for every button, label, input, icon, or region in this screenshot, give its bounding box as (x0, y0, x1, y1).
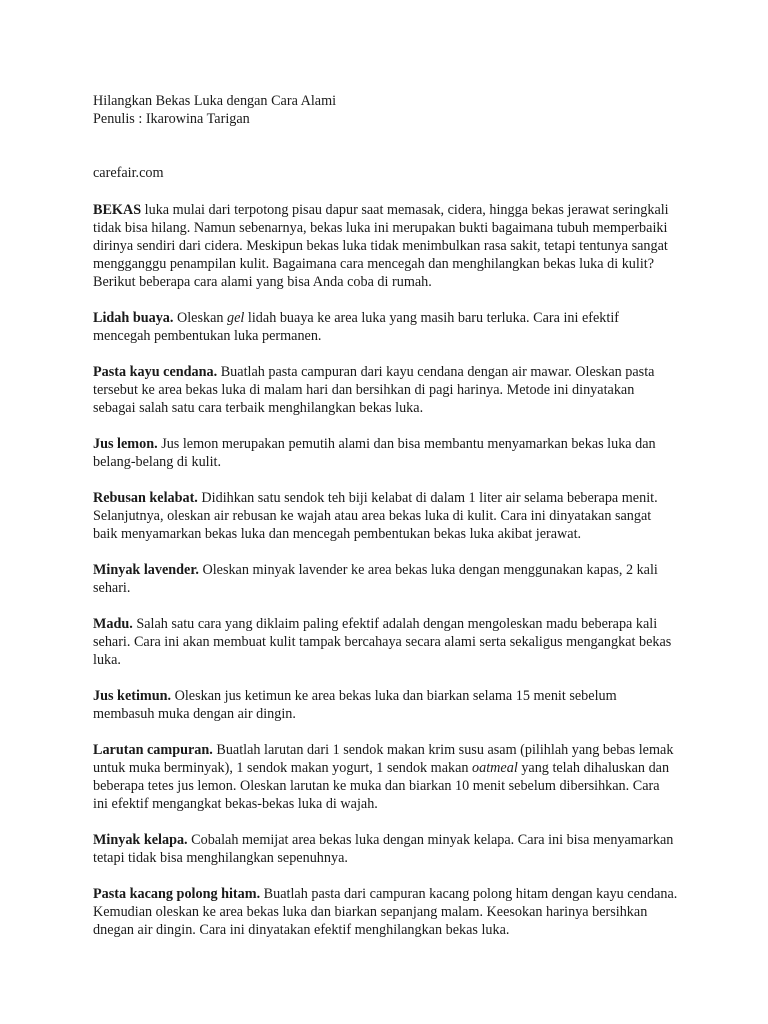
tip-text: Didihkan satu sendok teh biji kelabat di dalam 1 liter air selama beberapa menit. Selanjutnya, oleskan air rebusan ke wajah atau area bekas luka di kulit. Cara ini dinyatakan sangat baik menyamarkan bekas luka dan mencegah pembentukan bekas luka akibat jerawat. (93, 490, 658, 542)
tip-title: Jus lemon. (93, 436, 158, 452)
tip-italic-term: oatmeal (472, 760, 518, 776)
tip-pasta-kacang-polong-hitam (93, 885, 678, 939)
tip-title: Pasta kacang polong hitam. (93, 886, 261, 902)
tip-title: Lidah buaya. (93, 310, 174, 326)
tip-text: Buatlah larutan dari 1 sendok makan krim susu asam (pilihlah yang bebas lemak untuk muka berminyak), 1 sendok makan yogurt, 1 sendok makan (93, 742, 674, 776)
tip-minyak-kelapa (93, 831, 678, 867)
tip-text: Buatlah pasta campuran dari kayu cendana dengan air mawar. Oleskan pasta tersebut ke area bekas luka di malam hari dan bersihkan di pagi harinya. Metode ini dinyatakan sebagai salah satu cara terbaik menghilangkan bekas luka. (93, 364, 655, 416)
tip-text: Jus lemon merupakan pemutih alami dan bisa membantu menyamarkan bekas luka dan belang-belang di kulit. (93, 436, 656, 470)
document-title: Hilangkan Bekas Luka dengan Cara Alami (93, 93, 337, 109)
author-line: Penulis : Ikarowina Tarigan (93, 111, 250, 127)
tip-text: Cobalah memijat area bekas luka dengan minyak kelapa. Cara ini bisa menyamarkan tetapi tidak bisa menghilangkan sepenuhnya. (93, 832, 674, 866)
tip-title: Minyak kelapa. (93, 832, 188, 848)
intro-text: luka mulai dari terpotong pisau dapur saat memasak, cidera, hingga bekas jerawat seringkali tidak bisa hilang. Namun sebenarnya, bekas luka ini merupakan bukti bagaimana tubuh memperbaiki dirinya sendiri dari cidera. Meskipun bekas luka tidak menimbulkan rasa sakit, tetapi tentunya sangat mengganggu penampilan kulit. Bagaimana cara mencegah dan menghilangkan bekas luka di kulit? Berikut beberapa cara alami yang bisa Anda coba di rumah. (93, 202, 669, 290)
tip-text: yang telah dihaluskan dan beberapa tetes jus lemon. Oleskan larutan ke muka dan biarkan 10 menit sebelum dibersihkan. Cara ini efektif mengangkat bekas-bekas luka di wajah. (93, 760, 670, 812)
tip-title: Larutan campuran. (93, 742, 213, 758)
source-site: carefair.com (93, 165, 164, 181)
tip-text: Oleskan minyak lavender ke area bekas luka dengan menggunakan kapas, 2 kali sehari. (93, 562, 658, 596)
tip-text: Buatlah pasta dari campuran kacang polong hitam dengan kayu cendana. Kemudian oleskan ke area bekas luka dan biarkan sepanjang malam. Keesokan harinya bersihkan dnegan air dingin. Cara ini dinyatakan efektif menghilangkan bekas luka. (93, 886, 678, 938)
tip-title: Madu. (93, 616, 133, 632)
tip-text: Oleskan (173, 310, 228, 326)
tip-text: Oleskan jus ketimun ke area bekas luka dan biarkan selama 15 menit sebelum membasuh muka dengan air dingin. (93, 688, 617, 722)
tip-title: Pasta kayu cendana. (93, 364, 218, 380)
tip-rebusan-kelabat (93, 489, 678, 543)
tip-pasta-kayu-cendana (93, 363, 678, 417)
tip-minyak-lavender (93, 561, 678, 597)
tip-italic-term: gel (227, 310, 245, 326)
tip-text: lidah buaya ke area luka yang masih baru terluka. Cara ini efektif mencegah pembentukan luka permanen. (93, 310, 620, 344)
intro-paragraph (93, 201, 678, 291)
tip-jus-ketimun (93, 687, 678, 723)
tip-lidah-buaya (93, 309, 678, 345)
tip-larutan-campuran (93, 741, 678, 813)
tip-title: Jus ketimun. (93, 688, 172, 704)
tip-madu (93, 615, 678, 669)
tip-jus-lemon (93, 435, 678, 471)
tip-text: Salah satu cara yang diklaim paling efektif adalah dengan mengoleskan madu beberapa kali sehari. Cara ini akan membuat kulit tampak bercahaya secara alami serta sekaligus mengangkat bekas luka. (93, 616, 672, 668)
tip-title: Rebusan kelabat. (93, 490, 198, 506)
tip-title: Minyak lavender. (93, 562, 199, 578)
intro-lead: BEKAS (93, 202, 142, 218)
